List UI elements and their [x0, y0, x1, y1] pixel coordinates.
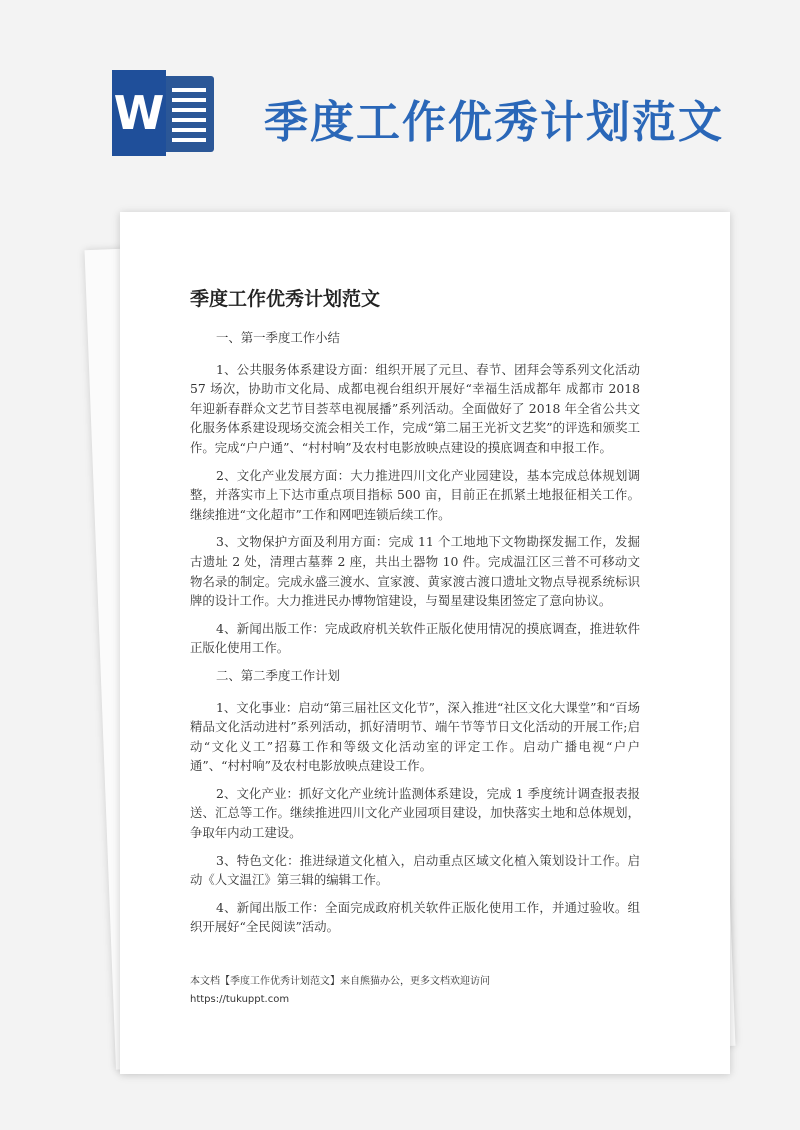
paragraph: 2、文化产业：抓好文化产业统计监测体系建设，完成 1 季度统计调查报表报送、汇总等工作。继续推进四川文化产业园项目建设，加快落实土地和总体规划，争取年内动工建设。 — [190, 785, 640, 841]
source-link[interactable]: https://tukuppt.com — [190, 994, 290, 1005]
paragraph: 3、特色文化：推进绿道文化植入，启动重点区域文化植入策划设计工作。启动《人文温江》第三辑的编辑工作。 — [190, 852, 640, 888]
paragraph: 4、新闻出版工作：完成政府机关软件正版化使用情况的摸底调查，推进软件正版化使用工作。 — [190, 620, 640, 656]
section-heading: 二、第二季度工作计划 — [216, 667, 340, 683]
banner-title: 季度工作优秀计划范文 — [264, 97, 724, 148]
word-logo-letter: W — [112, 70, 166, 156]
paragraph: 4、新闻出版工作：全面完成政府机关软件正版化使用工作，并通过验收。组织开展好“全民阅读”活动。 — [190, 899, 640, 935]
word-doc-icon — [112, 70, 216, 156]
paragraph: 2、文化产业发展方面：大力推进四川文化产业园建设，基本完成总体规划调整，并落实市上下达市重点项目指标 500 亩，目前正在抓紧土地报征相关工作。继续推进“文化超市”工作和网吧连锁后续工作。 — [190, 467, 640, 522]
section-heading: 一、第一季度工作小结 — [216, 330, 340, 345]
banner — [0, 0, 800, 210]
document-title: 季度工作优秀计划范文 — [190, 288, 381, 310]
document-body — [190, 328, 640, 945]
paragraph: 1、公共服务体系建设方面：组织开展了元旦、春节、团拜会等系列文化活动 57 场次，协助市文化局、成都电视台组织开展好“幸福生活成都年 成都市 2018 年迎新春群众文艺节目荟萃电视展播”系列活动。全面做好了 2018 年全省公共文化服务体系建设现场交流会相关工作，完成“第二届王光祈文艺奖”的评选和颁奖工作。完成“户户通”、“村村响”及农村电影放映点建设的摸底调查和申报工作。 — [190, 361, 640, 455]
document-page — [120, 212, 730, 1074]
source-note: 本文档【季度工作优秀计划范文】来自熊猫办公，更多文档欢迎访问 — [190, 976, 490, 987]
paragraph: 3、文物保护方面及利用方面：完成 11 个工地地下文物勘探发掘工作，发掘古遗址 2 处，清理古墓葬 2 座，共出土器物 10 件。完成温江区三普不可移动文物名录的制定。完成永盛三渡水、宣家渡、黄家渡古渡口遗址文物点导视系统标识牌的设计工作。大力推进民办博物馆建设，与蜀星建设集团签定了意向协议。 — [190, 534, 640, 609]
paragraph: 1、文化事业：启动“第三届社区文化节”，深入推进“社区文化大课堂”和“百场精品文化活动进村”系列活动，抓好清明节、端午节等节日文化活动的开展工作;启动“文化义工”招募工作和等级文化活动室的评定工作。启动广播电视“户户通”、“村村响”及农村电影放映点建设工作。 — [190, 699, 640, 774]
